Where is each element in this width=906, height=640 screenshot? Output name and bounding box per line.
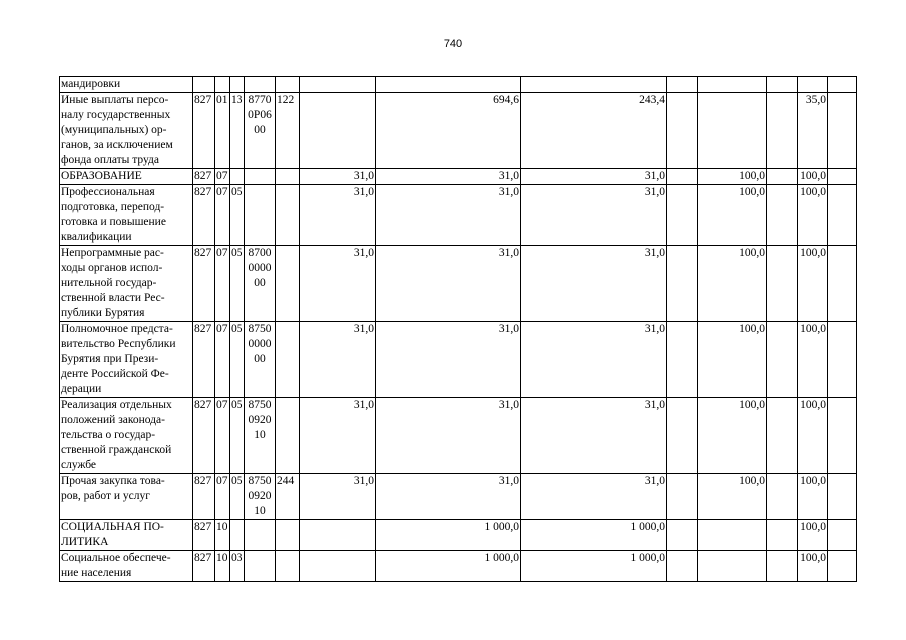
admin-code-cell: 827 <box>193 185 215 246</box>
percent2-cell: 100,0 <box>798 551 828 582</box>
value1-cell: 31,0 <box>300 185 376 246</box>
section-code-cell: 07 <box>215 185 230 246</box>
percent1-cell <box>698 93 767 169</box>
table-row <box>60 246 857 322</box>
percent1-cell: 100,0 <box>698 322 767 398</box>
empty-cell <box>667 520 698 551</box>
section-code-cell: 07 <box>215 474 230 520</box>
empty-cell <box>667 93 698 169</box>
empty-cell <box>828 77 857 93</box>
value1-cell <box>300 77 376 93</box>
subsection-code-cell: 03 <box>230 551 245 582</box>
target-article-cell-line: 0Р06 <box>248 109 272 121</box>
empty-cell <box>667 77 698 93</box>
section-code-cell: 01 <box>215 93 230 169</box>
section-code-cell: 10 <box>215 520 230 551</box>
admin-code-cell: 827 <box>193 551 215 582</box>
table-row <box>60 93 857 169</box>
value2-cell: 31,0 <box>376 322 521 398</box>
row-name-cell-line: публики Бурятия <box>61 307 145 319</box>
admin-code-cell <box>193 77 215 93</box>
value3-cell: 31,0 <box>521 322 667 398</box>
table-row <box>60 169 857 185</box>
subsection-code-cell <box>230 77 245 93</box>
empty-cell <box>767 474 798 520</box>
expense-type-cell <box>276 77 300 93</box>
expense-type-cell <box>276 185 300 246</box>
empty-cell <box>767 322 798 398</box>
subsection-code-cell: 05 <box>230 398 245 474</box>
row-name-cell-line: подготовка, перепод- <box>61 201 165 213</box>
row-name-cell <box>60 246 193 322</box>
table-row <box>60 520 857 551</box>
value3-cell: 31,0 <box>521 169 667 185</box>
value1-cell: 31,0 <box>300 398 376 474</box>
target-article-cell-line: 8770 <box>248 94 272 106</box>
target-article-cell <box>245 474 276 520</box>
row-name-cell-line: Бурятия при Прези- <box>61 353 159 365</box>
table-row <box>60 551 857 582</box>
row-name-cell-line: положений законода- <box>61 414 165 426</box>
admin-code-cell: 827 <box>193 93 215 169</box>
value1-cell: 31,0 <box>300 169 376 185</box>
empty-cell <box>828 169 857 185</box>
expense-type-cell <box>276 551 300 582</box>
subsection-code-cell: 05 <box>230 322 245 398</box>
value2-cell: 31,0 <box>376 169 521 185</box>
row-name-cell-line: СОЦИАЛЬНАЯ ПО- <box>61 521 164 533</box>
target-article-cell-line: 8750 <box>248 323 272 335</box>
empty-cell <box>667 246 698 322</box>
section-code-cell: 07 <box>215 246 230 322</box>
target-article-cell <box>245 246 276 322</box>
empty-cell <box>767 93 798 169</box>
target-article-cell-line: 00 <box>254 277 266 289</box>
row-name-cell-line: Реализация отдельных <box>61 399 172 411</box>
value3-cell: 31,0 <box>521 246 667 322</box>
row-name-cell <box>60 169 193 185</box>
value2-cell: 1 000,0 <box>376 520 521 551</box>
target-article-cell-line: 8700 <box>248 247 272 259</box>
value1-cell <box>300 551 376 582</box>
target-article-cell-line: 8750 <box>248 399 272 411</box>
percent1-cell <box>698 551 767 582</box>
admin-code-cell: 827 <box>193 520 215 551</box>
percent2-cell: 100,0 <box>798 520 828 551</box>
row-name-cell-line: налу государственных <box>61 109 171 121</box>
percent1-cell <box>698 520 767 551</box>
percent2-cell: 100,0 <box>798 322 828 398</box>
budget-table-body <box>60 77 857 582</box>
row-name-cell <box>60 551 193 582</box>
target-article-cell-line: 00 <box>254 353 266 365</box>
value3-cell: 243,4 <box>521 93 667 169</box>
section-code-cell: 07 <box>215 398 230 474</box>
expense-type-cell <box>276 169 300 185</box>
target-article-cell-line: 10 <box>254 429 266 441</box>
admin-code-cell: 827 <box>193 169 215 185</box>
row-name-cell-line: ходы органов испол- <box>61 262 163 274</box>
value2-cell: 31,0 <box>376 474 521 520</box>
percent2-cell: 100,0 <box>798 169 828 185</box>
table-row <box>60 322 857 398</box>
page-number: 740 <box>443 38 463 50</box>
expense-type-cell <box>276 246 300 322</box>
target-article-cell <box>245 551 276 582</box>
row-name-cell-line: дерации <box>61 383 102 395</box>
target-article-cell <box>245 398 276 474</box>
percent1-cell: 100,0 <box>698 185 767 246</box>
empty-cell <box>767 77 798 93</box>
admin-code-cell: 827 <box>193 474 215 520</box>
percent2-cell: 100,0 <box>798 185 828 246</box>
percent2-cell: 100,0 <box>798 398 828 474</box>
value2-cell: 31,0 <box>376 185 521 246</box>
row-name-cell <box>60 520 193 551</box>
row-name-cell-line: Прочая закупка това- <box>61 475 165 487</box>
expense-type-cell: 244 <box>276 474 300 520</box>
value3-cell: 1 000,0 <box>521 551 667 582</box>
empty-cell <box>667 398 698 474</box>
target-article-cell-line: 8750 <box>248 475 272 487</box>
row-name-cell-line: фонда оплаты труда <box>61 154 160 166</box>
value2-cell: 694,6 <box>376 93 521 169</box>
empty-cell <box>828 551 857 582</box>
row-name-cell-line: вительство Республики <box>61 338 176 350</box>
target-article-cell-line: 0920 <box>248 414 272 426</box>
value2-cell: 31,0 <box>376 398 521 474</box>
empty-cell <box>667 169 698 185</box>
row-name-cell-line: Иные выплаты персо- <box>61 94 169 106</box>
value2-cell <box>376 77 521 93</box>
value3-cell: 31,0 <box>521 474 667 520</box>
admin-code-cell: 827 <box>193 322 215 398</box>
target-article-cell-line: 10 <box>254 505 266 517</box>
empty-cell <box>828 474 857 520</box>
row-name-cell-line: Полномочное предста- <box>61 323 173 335</box>
value1-cell: 31,0 <box>300 474 376 520</box>
target-article-cell <box>245 185 276 246</box>
percent1-cell: 100,0 <box>698 169 767 185</box>
section-code-cell <box>215 77 230 93</box>
row-name-cell-line: квалификации <box>61 231 132 243</box>
percent1-cell: 100,0 <box>698 474 767 520</box>
row-name-cell-line: ров, работ и услуг <box>61 490 150 502</box>
empty-cell <box>767 169 798 185</box>
value2-cell: 31,0 <box>376 246 521 322</box>
row-name-cell-line: нительной государ- <box>61 277 157 289</box>
subsection-code-cell: 05 <box>230 246 245 322</box>
row-name-cell <box>60 322 193 398</box>
row-name-cell-line: мандировки <box>61 78 121 90</box>
empty-cell <box>667 185 698 246</box>
row-name-cell-line: денте Российской Фе- <box>61 368 169 380</box>
subsection-code-cell: 05 <box>230 474 245 520</box>
empty-cell <box>767 551 798 582</box>
percent2-cell: 35,0 <box>798 93 828 169</box>
row-name-cell-line: ОБРАЗОВАНИЕ <box>61 170 142 182</box>
value3-cell: 31,0 <box>521 185 667 246</box>
value1-cell <box>300 93 376 169</box>
empty-cell <box>667 474 698 520</box>
expense-type-cell <box>276 520 300 551</box>
subsection-code-cell <box>230 169 245 185</box>
empty-cell <box>767 185 798 246</box>
budget-table <box>59 76 857 582</box>
table-row <box>60 77 857 93</box>
empty-cell <box>767 398 798 474</box>
target-article-cell-line: 00 <box>254 124 266 136</box>
row-name-cell-line: тельства о государ- <box>61 429 156 441</box>
empty-cell <box>667 322 698 398</box>
percent1-cell: 100,0 <box>698 398 767 474</box>
row-name-cell <box>60 77 193 93</box>
section-code-cell: 07 <box>215 322 230 398</box>
row-name-cell <box>60 185 193 246</box>
empty-cell <box>828 93 857 169</box>
row-name-cell-line: ганов, за исключением <box>61 139 173 151</box>
row-name-cell-line: ственной гражданской <box>61 444 172 456</box>
row-name-cell-line: Социальное обеспече- <box>61 552 171 564</box>
target-article-cell-line: 0000 <box>248 338 272 350</box>
subsection-code-cell: 13 <box>230 93 245 169</box>
row-name-cell <box>60 93 193 169</box>
empty-cell <box>828 185 857 246</box>
section-code-cell: 07 <box>215 169 230 185</box>
row-name-cell-line: Профессиональная <box>61 186 155 198</box>
admin-code-cell: 827 <box>193 398 215 474</box>
row-name-cell-line: (муниципальных) ор- <box>61 124 167 136</box>
row-name-cell-line: ЛИТИКА <box>61 536 109 548</box>
row-name-cell-line: готовка и повышение <box>61 216 166 228</box>
table-row <box>60 185 857 246</box>
percent1-cell <box>698 77 767 93</box>
expense-type-cell: 122 <box>276 93 300 169</box>
percent1-cell: 100,0 <box>698 246 767 322</box>
expense-type-cell <box>276 322 300 398</box>
table-row <box>60 398 857 474</box>
target-article-cell <box>245 93 276 169</box>
table-row <box>60 474 857 520</box>
empty-cell <box>828 520 857 551</box>
value1-cell: 31,0 <box>300 322 376 398</box>
percent2-cell: 100,0 <box>798 246 828 322</box>
value1-cell <box>300 520 376 551</box>
expense-type-cell <box>276 398 300 474</box>
target-article-cell <box>245 169 276 185</box>
empty-cell <box>828 398 857 474</box>
value3-cell <box>521 77 667 93</box>
row-name-cell-line: ние населения <box>61 567 132 579</box>
target-article-cell <box>245 322 276 398</box>
empty-cell <box>828 322 857 398</box>
value3-cell: 1 000,0 <box>521 520 667 551</box>
row-name-cell-line: Непрограммные рас- <box>61 247 164 259</box>
percent2-cell: 100,0 <box>798 474 828 520</box>
target-article-cell-line: 0000 <box>248 262 272 274</box>
row-name-cell <box>60 398 193 474</box>
row-name-cell-line: ственной власти Рес- <box>61 292 165 304</box>
admin-code-cell: 827 <box>193 246 215 322</box>
empty-cell <box>767 520 798 551</box>
empty-cell <box>828 246 857 322</box>
empty-cell <box>767 246 798 322</box>
section-code-cell: 10 <box>215 551 230 582</box>
value3-cell: 31,0 <box>521 398 667 474</box>
row-name-cell <box>60 474 193 520</box>
value1-cell: 31,0 <box>300 246 376 322</box>
value2-cell: 1 000,0 <box>376 551 521 582</box>
subsection-code-cell <box>230 520 245 551</box>
target-article-cell <box>245 520 276 551</box>
percent2-cell <box>798 77 828 93</box>
target-article-cell <box>245 77 276 93</box>
target-article-cell-line: 0920 <box>248 490 272 502</box>
row-name-cell-line: службе <box>61 459 97 471</box>
subsection-code-cell: 05 <box>230 185 245 246</box>
empty-cell <box>667 551 698 582</box>
